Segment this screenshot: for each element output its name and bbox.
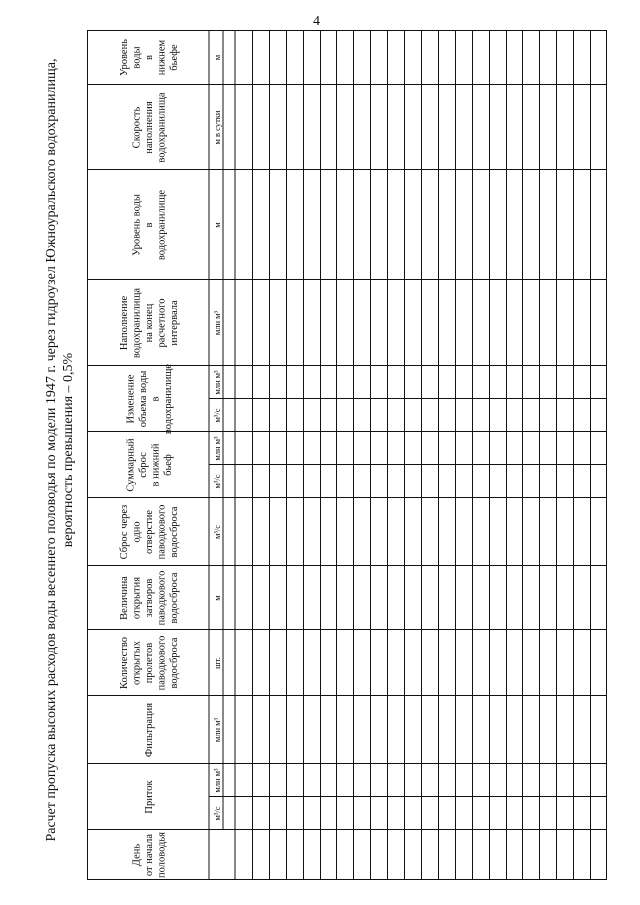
column-unit-text: м в сутки: [212, 110, 222, 145]
title-line-2: вероятность превышения – 0,5%: [61, 352, 76, 548]
column-header-text: Изменение: [125, 374, 137, 424]
column-header-text: Количество: [119, 636, 130, 690]
column-header-text: сброс: [137, 452, 149, 478]
column-header-text: воды: [131, 46, 143, 69]
column-header-text: открытия: [131, 576, 143, 620]
column-header-text: открытых: [131, 641, 143, 685]
column-header-text: водохранилища: [131, 287, 143, 359]
document-title: [43, 40, 77, 860]
column-unit-text: м: [212, 222, 222, 228]
column-header-text: в: [144, 55, 155, 60]
column-header-text: нижнем: [156, 39, 168, 76]
column-header-text: Суммарный: [125, 438, 137, 492]
column-header-text: затворов: [144, 578, 155, 618]
column-header-text: водохранилище: [156, 189, 168, 261]
column-header-text: объема воды: [137, 370, 149, 428]
column-header-text: паводкового: [156, 635, 168, 691]
column-header-text: на конец: [144, 303, 155, 343]
rotated-content: [43, 30, 633, 880]
column-header-text: в: [144, 222, 155, 228]
column-unit-text: млн м³: [212, 436, 222, 461]
column-unit-text: млн м³: [212, 310, 222, 336]
column-header-text: интервала: [169, 300, 180, 346]
column-header-text: в нижний: [150, 443, 162, 487]
column-unit-text: м³/с: [212, 524, 222, 540]
column-header-text: Уровень: [119, 39, 130, 76]
column-header-text: Сброс через: [119, 504, 130, 560]
column-header-text: День: [131, 843, 143, 867]
column-header-text: в: [150, 396, 162, 402]
column-header-text: Наполнение: [119, 295, 130, 351]
column-unit-text: м³/с: [212, 806, 222, 821]
column-header-text: водохранилища: [156, 92, 168, 163]
column-header-text: бьеф: [162, 454, 174, 476]
column-unit-text: м³/с: [212, 408, 222, 423]
column-header-text: расчетного: [156, 298, 168, 348]
column-unit-text: м: [212, 54, 222, 61]
column-unit-text: млн м³: [212, 768, 222, 793]
column-header-text: бьефе: [169, 44, 180, 71]
column-unit-text: шт.: [212, 657, 222, 669]
column-unit-text: м³/с: [212, 474, 222, 489]
column-header-text: водосброса: [169, 637, 180, 689]
column-header-text: Величина: [119, 576, 130, 620]
title-line-1: Расчет пропуска высоких расходов воды весеннего половодья по модели 1947 г. через гидроузел Южноуральского водохранилища,: [44, 58, 59, 842]
column-header-text: Приток: [144, 780, 155, 814]
column-header-text: водосброса: [169, 506, 180, 558]
table-grid: [87, 30, 607, 880]
column-header-text: водосброса: [169, 572, 180, 624]
column-unit-text: млн м³: [212, 370, 222, 395]
column-header-text: водохранилище: [162, 363, 174, 435]
column-header-text: Уровень воды: [131, 194, 143, 256]
column-header-text: паводкового: [156, 570, 168, 626]
column-header-text: Фильтрация: [144, 702, 155, 758]
column-unit-text: млн м³: [212, 717, 222, 743]
column-header-text: Скорость: [131, 106, 143, 149]
discharge-table: [87, 30, 607, 880]
page-number: 4: [313, 14, 320, 29]
column-header-text: пролетов: [144, 642, 155, 684]
column-header-text: одно: [131, 521, 143, 543]
column-header-text: паводкового: [156, 504, 168, 560]
column-header-text: от начала: [144, 833, 155, 877]
column-header-text: отверстие: [144, 509, 155, 555]
column-header-text: половодья: [156, 831, 168, 879]
column-unit-text: м: [212, 595, 222, 601]
column-header-text: наполнения: [144, 101, 155, 154]
